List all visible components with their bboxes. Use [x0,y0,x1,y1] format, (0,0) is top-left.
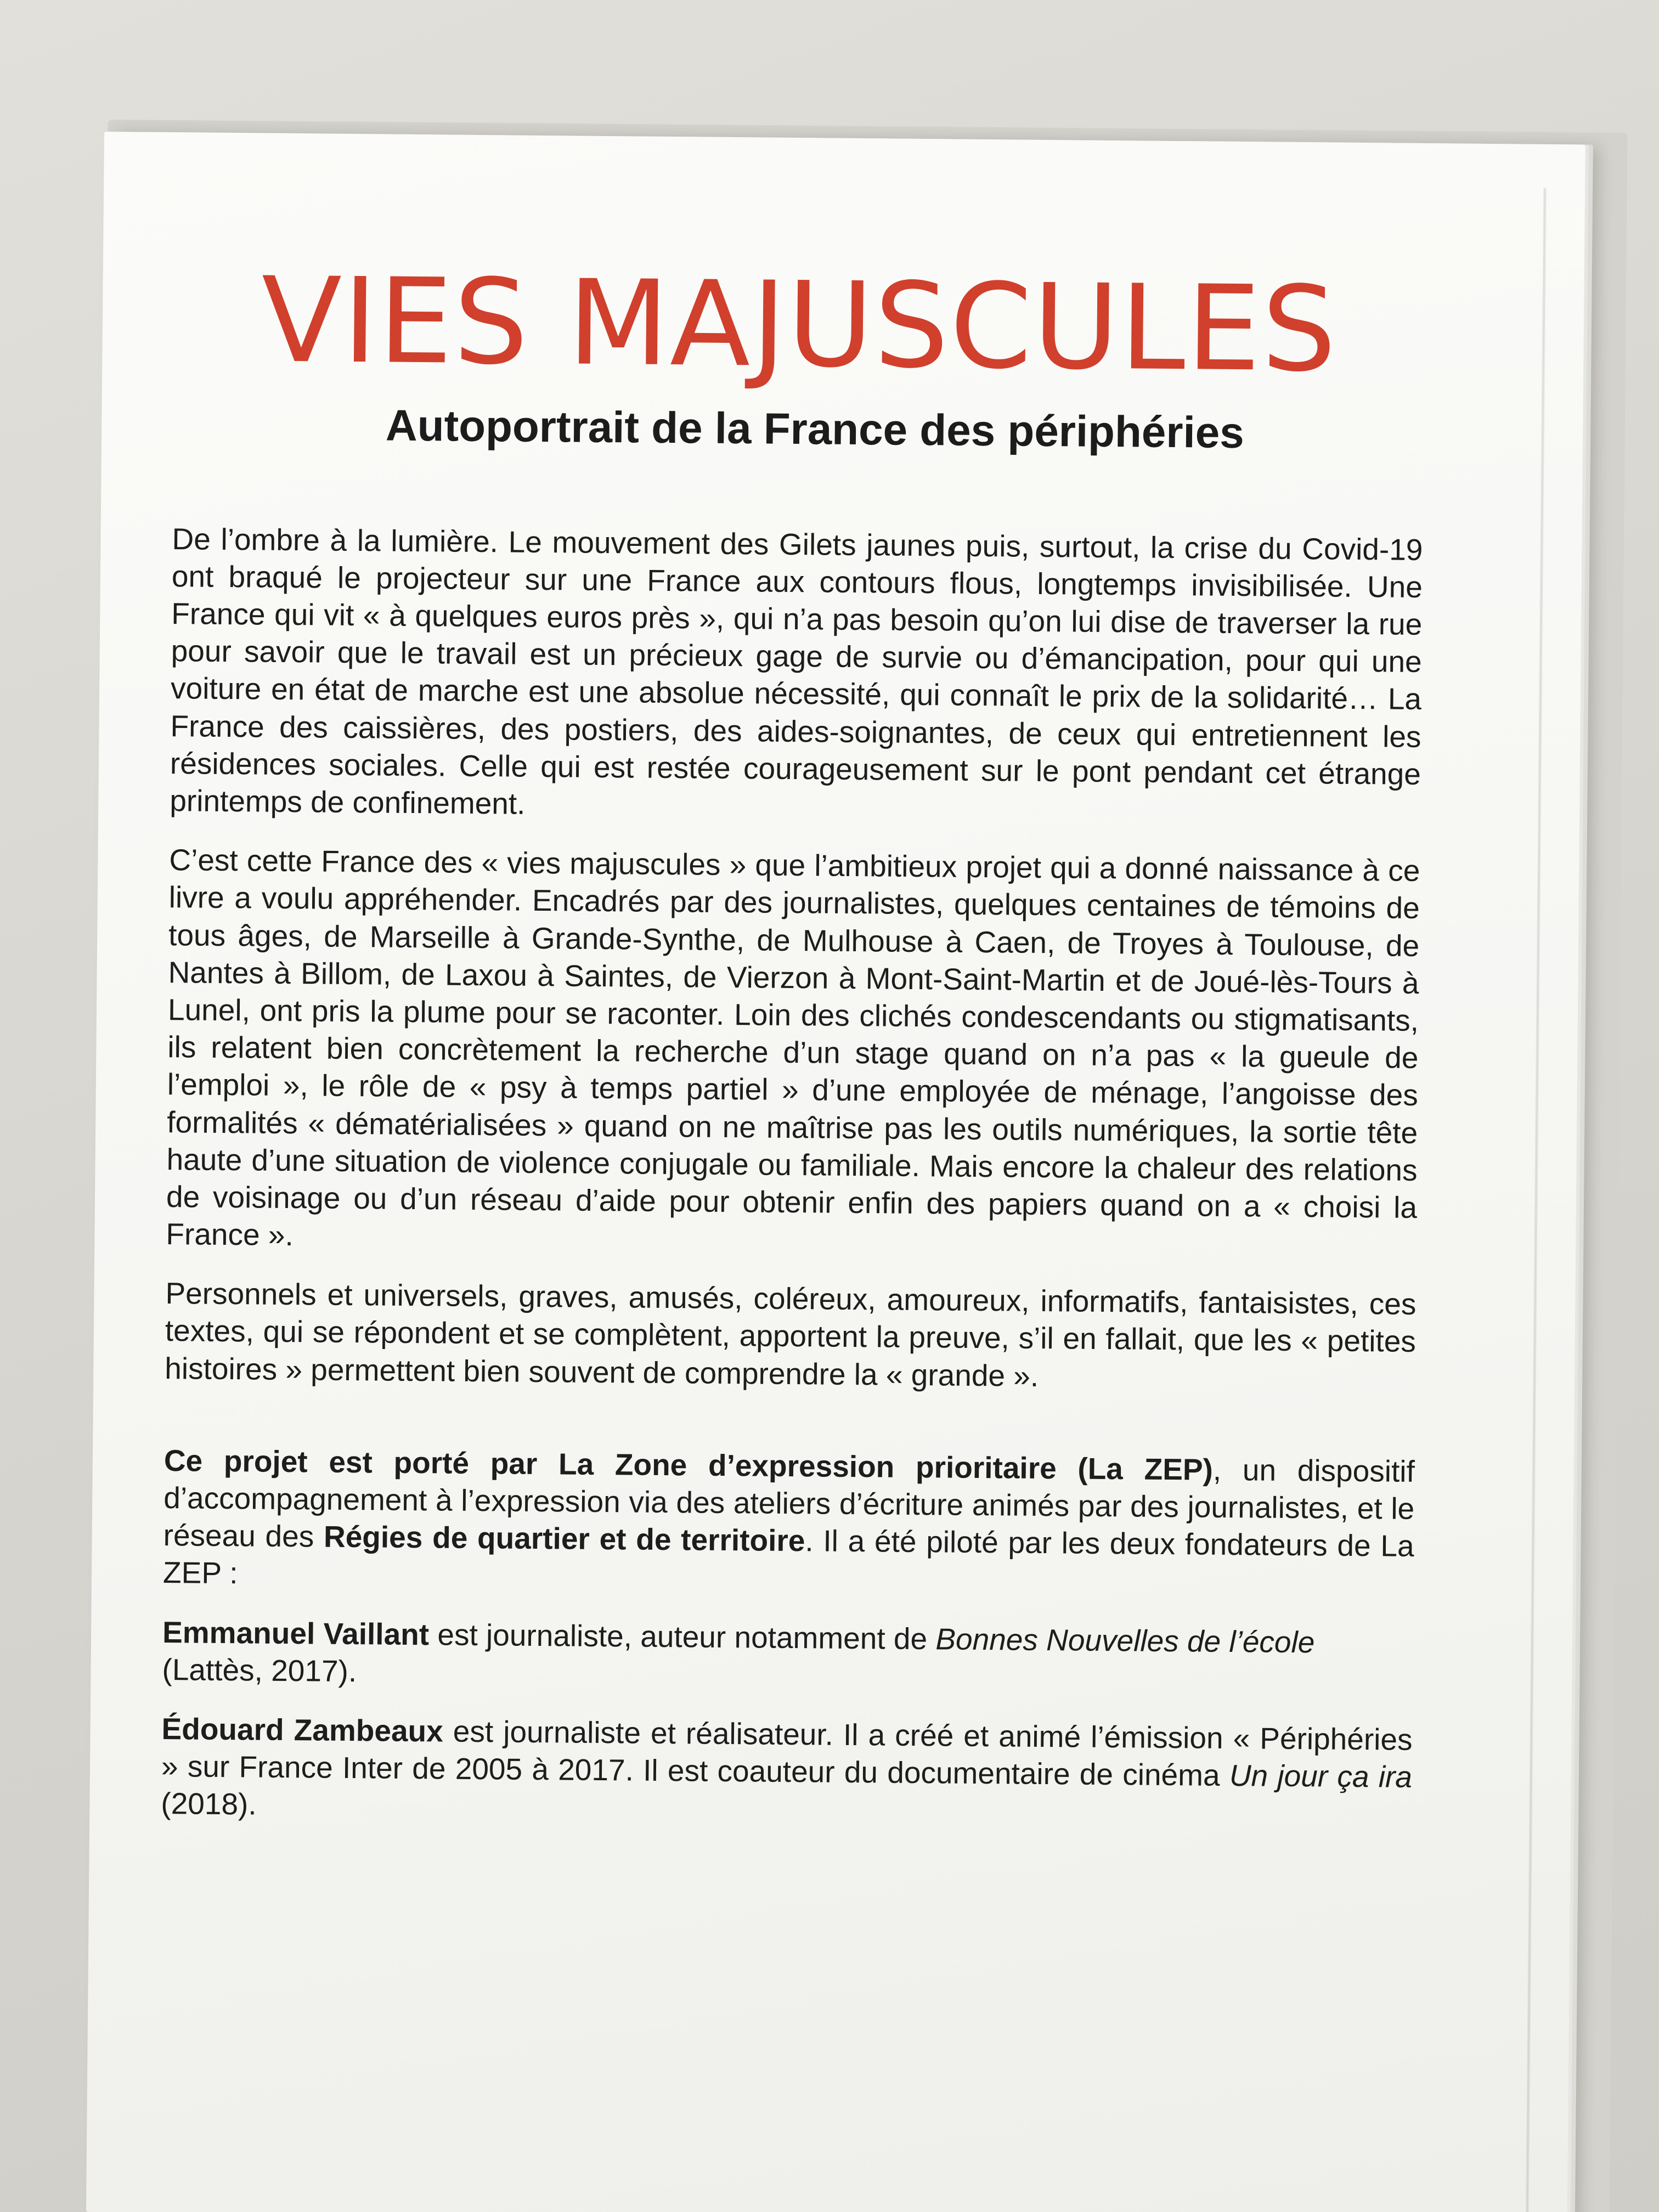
blurb-paragraph-3: Personnels et universels, graves, amusés, coléreux, amoureux, informatifs, fantaisistes, ces textes, qui se répondent et se complètent, apportent la preuve, s’il en fallait, que les « petites histoires » permettent bien souvent de comprendre la « grande ». [165,1276,1417,1393]
book-title: VIES MAJUSCULES [261,252,1338,398]
bio-end-vaillant: (Lattès, 2017). [162,1652,357,1688]
project-text-2: . Il a été piloté par les deux fondateurs de La ZEP : [162,1523,1414,1590]
blurb-paragraph-2: C’est cette France des « vies majuscules » que l’ambitieux projet qui a donné naissance à ce livre a voulu appréhender. Encadrés par des journalistes, quelques centaines de témoins de tous âges, de Marseille à Grande-Synthe, de Mulhouse à Caen, de Troyes à Toulouse, de Nantes à Billom, de Laxou à Saintes, de Vierzon à Mont-Saint-Martin et de Joué-lès-Tours à Lunel, ont pris la plume pour se raconter. Loin des clichés condescendants ou stigmatisants, ils relatent bien concrètement la recherche d’un stage quand on n’a pas « la gueule de l’emploi », le rôle de « psy à temps partiel » d’une employée de ménage, l’angoisse des formalités « dématérialisées » quand on ne maîtrise pas les outils numériques, la sortie tête haute d’une situation de violence conjugale ou familiale. Mais encore la chaleur des relations de voisinage ou d’un réseau d’aide pour obtenir enfin des papiers quand on a « choisi la France ». [166,843,1420,1252]
back-cover-content [161,252,1425,1855]
bio-end-zambeaux: (2018). [161,1786,257,1821]
film-ref-zambeaux: Un jour ça ira [1229,1758,1413,1795]
author-bio-vaillant [162,1613,1413,1699]
author-bio-zambeaux [161,1710,1413,1833]
book-ref-vaillant: Bonnes Nouvelles de l’école [935,1621,1315,1659]
project-text-1: , un dispositif d’accompagnement à l’expression via des ateliers d’écriture animés par des journalistes, et le réseau des [163,1452,1415,1554]
book-spine-crease [1526,188,1547,2212]
author-name-vaillant: Emmanuel Vaillant [162,1615,430,1651]
book-subtitle: Autoportrait de la France des périphéries [385,400,1245,457]
bio-text-vaillant: est journaliste, auteur notamment de [428,1617,936,1656]
bio-text-zambeaux: est journaliste et réalisateur. Il a créé et animé l’émission « Périphéries » sur France Inter de 2005 à 2017. Il est coauteur du documentaire de cinéma [161,1714,1413,1793]
author-name-zambeaux: Édouard Zambeaux [161,1711,444,1748]
blurb-paragraph-1: De l’ombre à la lumière. Le mouvement des Gilets jaunes puis, surtout, la crise du Covid-19 ont braqué le projecteur sur une France aux contours flous, longtemps invisibilisée. Une France qui vit « à quelques euros près », qui n’a pas besoin qu’on lui dise de traverser la rue pour savoir que le travail est un précieux gage de survie ou d’émancipation, pour qui une voiture en état de marche est une absolue nécessité, qui connaît le prix de la solidarité… La France des caissières, des postiers, des aides-soignantes, de ceux qui entretiennent les résidences sociales. Celle qui est restée courageusement sur le pont pendant cet étrange printemps de confinement. [170,521,1423,821]
project-paragraph [163,1442,1415,1602]
project-bold-network: Régies de quartier et de territoire [323,1519,805,1558]
project-bold-intro: Ce projet est porté par La Zone d’expression prioritaire (La ZEP) [163,1443,1214,1487]
book-back-cover [86,132,1585,2212]
